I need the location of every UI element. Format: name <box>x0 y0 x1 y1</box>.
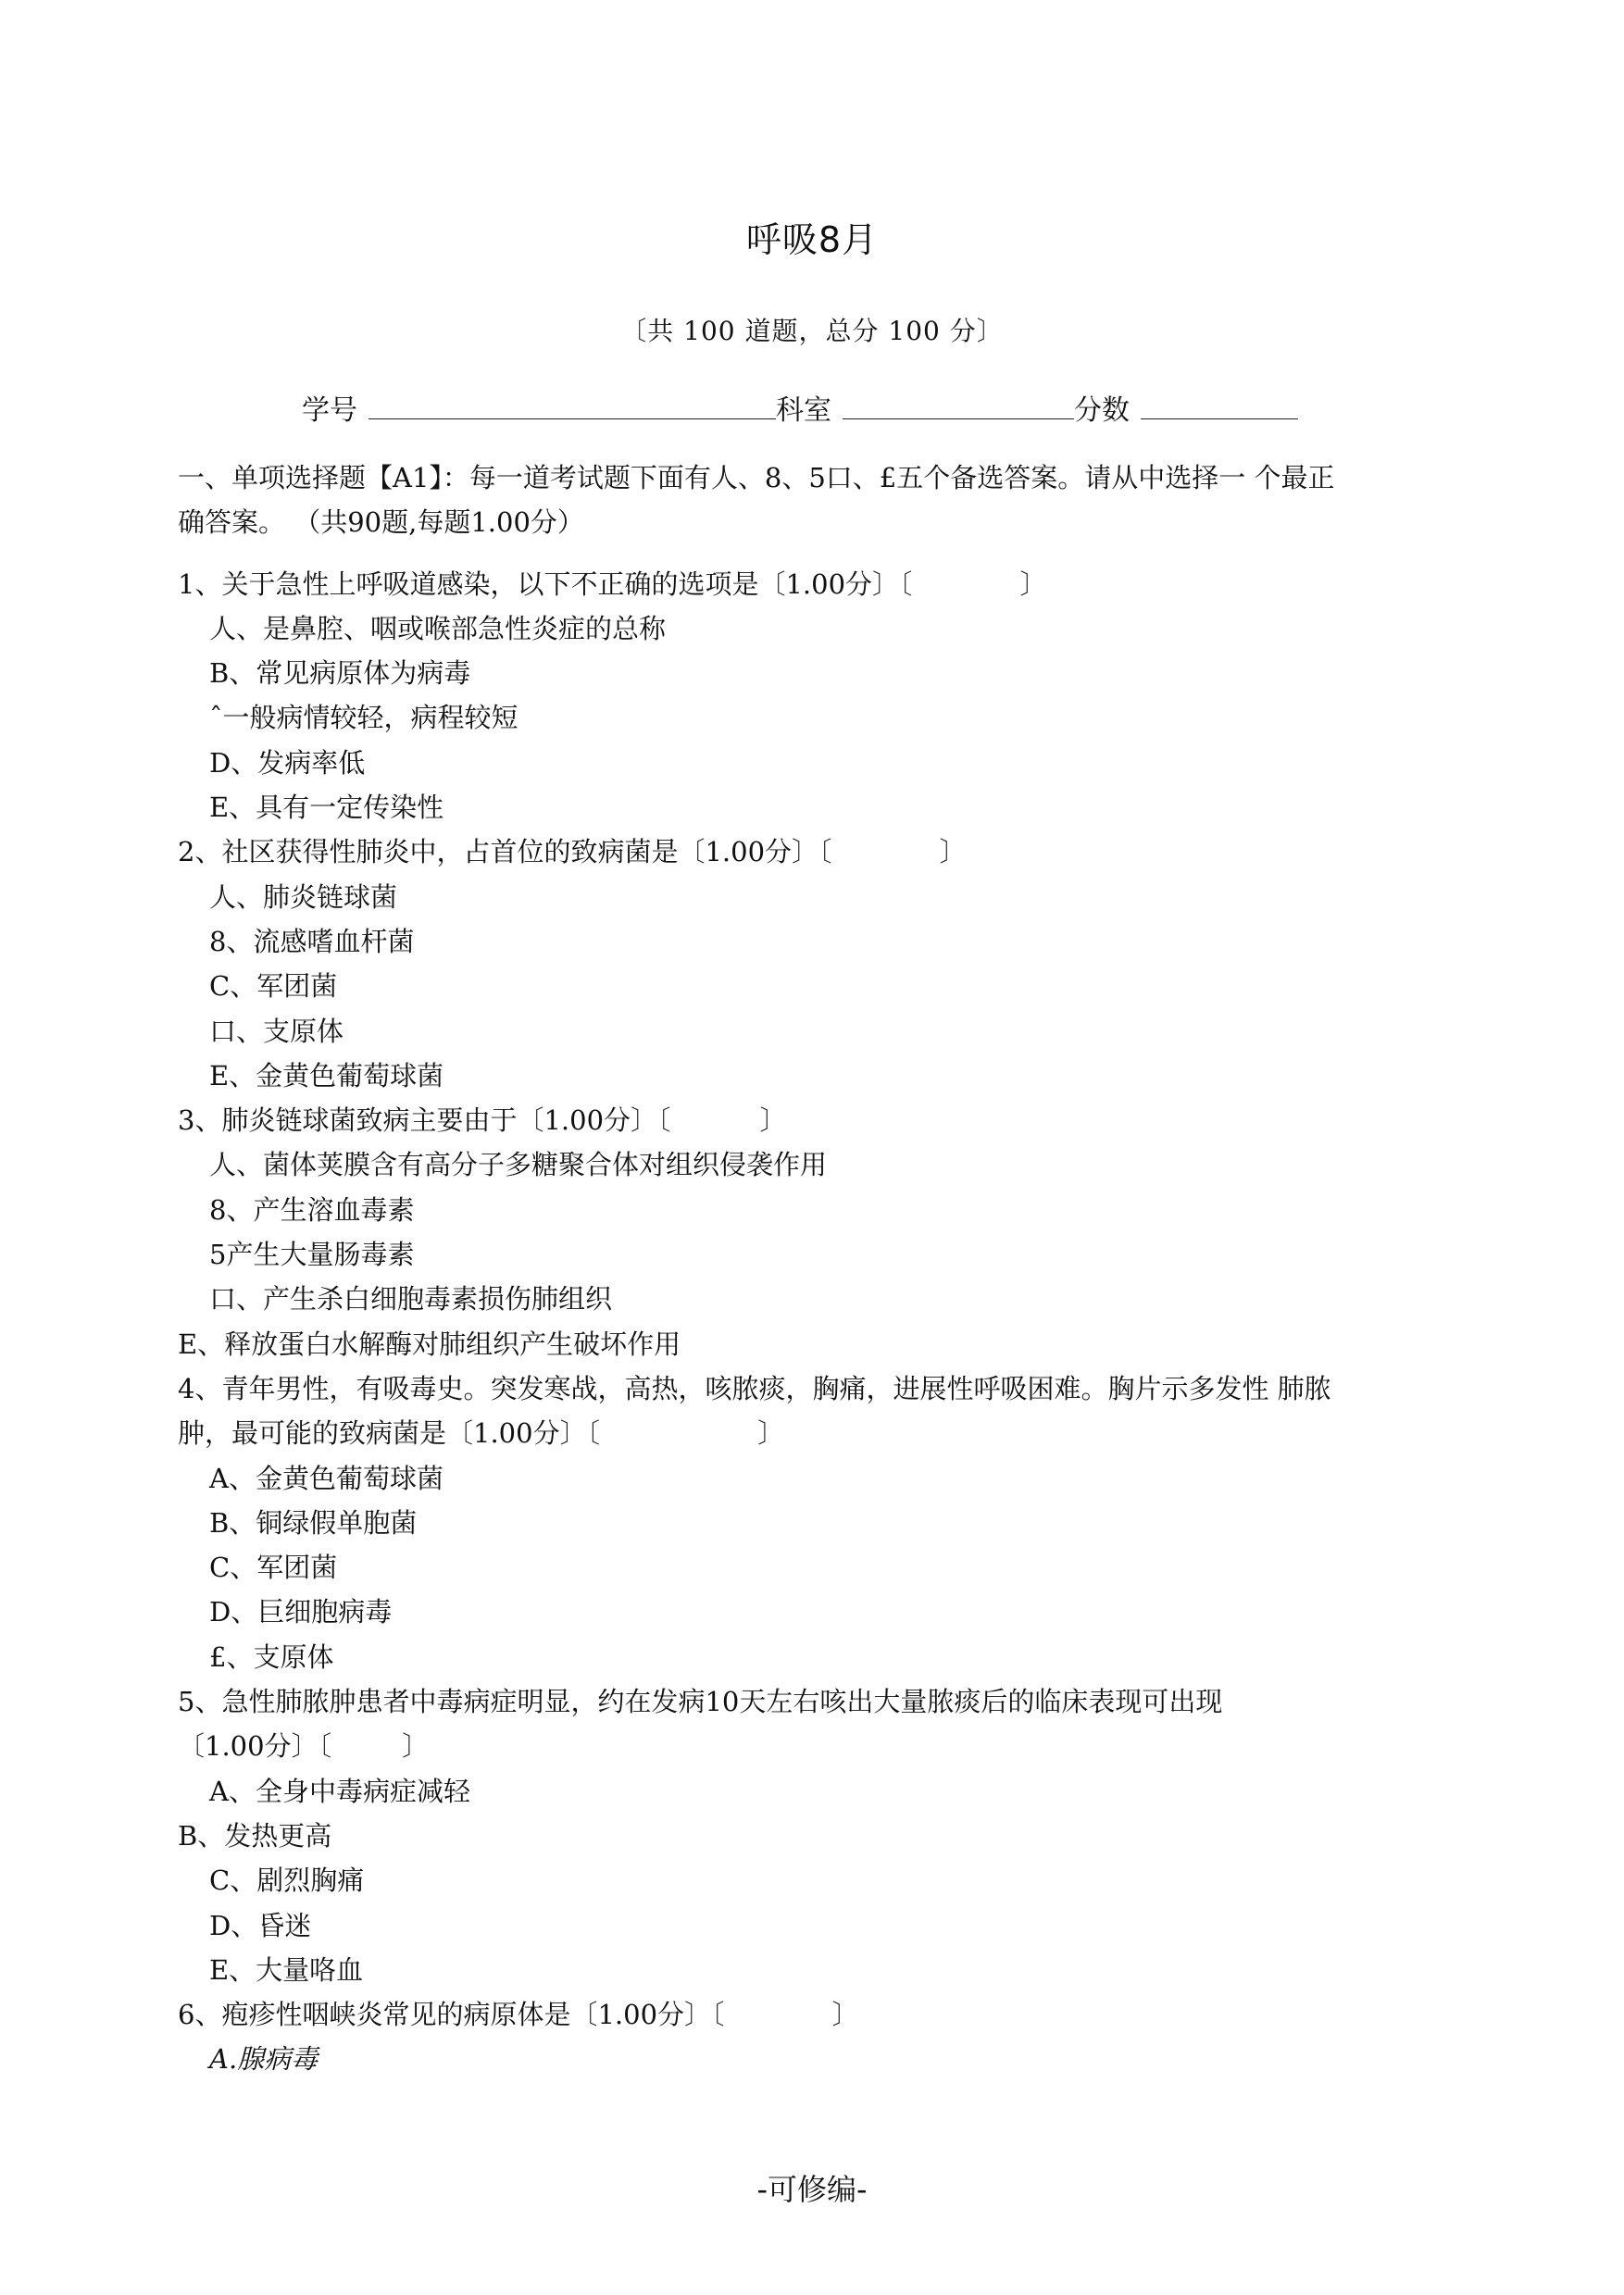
question-2-option-d[interactable]: 口、支原体 <box>209 1015 344 1047</box>
department-label: 科室 <box>776 394 831 427</box>
question-3-bracket-close: 〕 <box>759 1104 787 1137</box>
question-3-stem <box>178 1098 1455 1142</box>
score-label: 分数 <box>1074 394 1130 427</box>
question-4-text: 肿，最可能的致病菌是〔1.00分〕〔 <box>178 1417 601 1450</box>
question-2-bracket-close: 〕 <box>939 836 967 868</box>
question-body <box>178 455 1455 2082</box>
score-field[interactable] <box>1141 391 1298 419</box>
question-3-option-c[interactable]: 5产生大量肠毒素 <box>209 1239 415 1271</box>
question-4-option-e[interactable]: £、支原体 <box>209 1640 334 1673</box>
question-2-option-e[interactable]: E、金黄色葡萄球菌 <box>209 1059 444 1091</box>
question-4-option-b[interactable]: B、铜绿假单胞菌 <box>209 1506 418 1539</box>
question-1-option-e[interactable]: E、具有一定传染性 <box>209 792 444 824</box>
page-footer: -可修编- <box>756 2172 868 2207</box>
exam-summary: 〔共 100 道题，总分 100 分〕 <box>620 316 1004 346</box>
question-2-text: 2、社区获得性肺炎中，占首位的致病菌是〔1.00分〕〔 <box>178 836 832 868</box>
question-5-option-b[interactable]: B、发热更高 <box>178 1819 332 1852</box>
question-3-option-b[interactable]: 8、产生溶血毒素 <box>209 1193 415 1226</box>
question-6-text: 6、疱疹性咽峡炎常见的病原体是〔1.00分〕〔 <box>178 1999 725 2031</box>
question-3-option-d[interactable]: 口、产生杀白细胞毒素损伤肺组织 <box>209 1283 613 1316</box>
question-1-option-b[interactable]: B、常见病原体为病毒 <box>209 657 471 690</box>
question-5-bracket-close: 〕 <box>402 1730 430 1763</box>
question-5-stem-line-2 <box>178 1724 1455 1768</box>
question-4-option-d[interactable]: D、巨细胞病毒 <box>209 1596 393 1628</box>
student-info-row <box>302 387 1298 428</box>
department-field[interactable] <box>843 391 1074 419</box>
question-1-option-d[interactable]: D、发病率低 <box>209 746 366 779</box>
question-1-stem <box>178 562 1455 606</box>
question-1-option-c[interactable]: ˆ一般病情较轻，病程较短 <box>209 702 518 734</box>
page-title: 呼吸8月 <box>745 219 879 260</box>
question-5-text: 〔1.00分〕〔 <box>178 1730 332 1763</box>
question-1-text: 1、关于急性上呼吸道感染，以下不正确的选项是〔1.00分〕〔 <box>178 568 913 600</box>
question-3-text: 3、肺炎链球菌致病主要由于〔1.00分〕〔 <box>178 1104 671 1137</box>
question-2-option-b[interactable]: 8、流感嗜血杆菌 <box>209 925 415 957</box>
question-2-stem <box>178 829 1455 874</box>
question-1-bracket-close: 〕 <box>1019 568 1047 600</box>
question-6-bracket-close: 〕 <box>831 1999 859 2031</box>
question-3-option-a[interactable]: 人、菌体荚膜含有高分子多糖聚合体对组织侵袭作用 <box>209 1149 828 1181</box>
question-2-option-c[interactable]: C、军团菌 <box>209 970 338 1003</box>
question-5-option-e[interactable]: E、大量咯血 <box>209 1953 364 1986</box>
question-5-option-d[interactable]: D、昏迷 <box>209 1909 312 1941</box>
section-instructions-line-2: 确答案。 （共90题,每题1.00分） <box>178 506 584 539</box>
student-id-field[interactable] <box>369 391 776 419</box>
question-5-stem-line-1: 5、急性肺脓肿患者中毒病症明显，约在发病10天左右咳出大量脓痰后的临床表现可出现 <box>178 1686 1223 1718</box>
question-2-option-a[interactable]: 人、肺炎链球菌 <box>209 880 398 913</box>
question-3-option-e[interactable]: E、释放蛋白水解酶对肺组织产生破坏作用 <box>178 1328 681 1360</box>
question-4-stem-line-2 <box>178 1411 1455 1455</box>
question-5-option-a[interactable]: A、全身中毒病症减轻 <box>209 1775 470 1807</box>
student-id-label: 学号 <box>302 394 357 427</box>
question-4-option-c[interactable]: C、军团菌 <box>209 1552 338 1584</box>
question-4-bracket-close: 〕 <box>757 1417 785 1450</box>
question-1-option-a[interactable]: 人、是鼻腔、咽或喉部急性炎症的总称 <box>209 612 667 644</box>
section-instructions-line-1: 一、单项选择题【A1】：每一道考试题下面有人、8、5口、£五个备选答案。请从中选择一 个最正 <box>178 462 1335 493</box>
question-4-stem-line-1: 4、青年男性，有吸毒史。突发寒战，高热，咳脓痰，胸痛，进展性呼吸困难。胸片示多发性 肺脓 <box>178 1372 1331 1404</box>
question-6-stem <box>178 1992 1455 2037</box>
question-5-option-c[interactable]: C、剧烈胸痛 <box>209 1865 365 1897</box>
question-6-option-a[interactable]: A.腺病毒 <box>209 2043 319 2076</box>
question-4-option-a[interactable]: A、金黄色葡萄球菌 <box>209 1462 443 1494</box>
